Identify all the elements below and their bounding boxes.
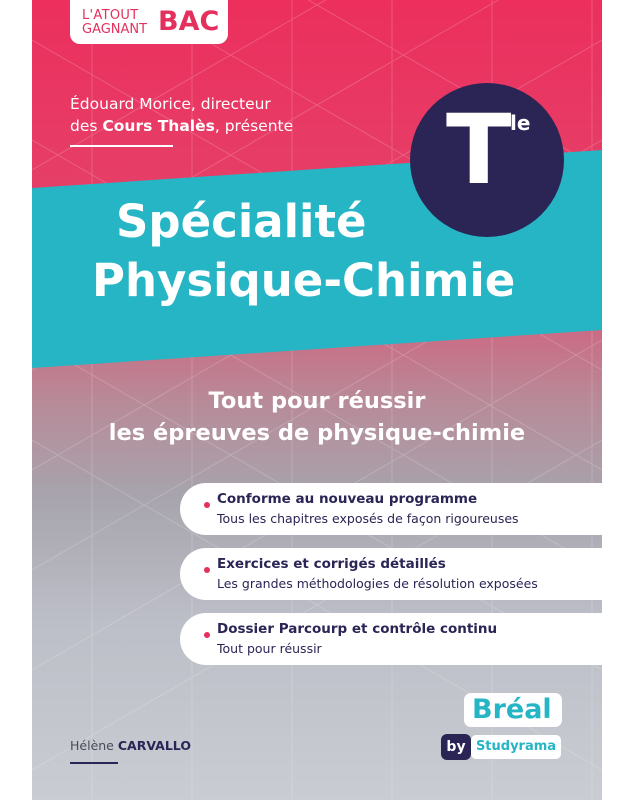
feature-title: Conforme au nouveau programme [217,491,478,507]
brand-line2: GAGNANT [82,22,148,37]
presenter-school: Cours Thalès [102,117,215,135]
feature-title: Dossier Parcourp et contrôle continu [217,621,498,637]
presenter-suffix: , présente [214,117,294,135]
title-line1: Spécialité [116,195,367,248]
publisher-logo: Bréal [472,694,552,725]
subtitle-line1: Tout pour réussir [208,388,426,414]
subtitle [32,385,602,449]
publisher-by: by [441,734,471,760]
feature-item [180,613,602,665]
brand-bac: BAC [158,6,220,37]
author-last: CARVALLO [117,738,191,753]
bullet-icon [204,502,210,508]
level-superscript: le [510,111,531,135]
level-letter: T [446,94,512,206]
partner-logo: Studyrama [471,735,561,759]
presenter-divider [70,145,173,147]
presenter-line1: Édouard Morice, directeur [70,95,271,113]
bullet-icon [204,632,210,638]
presenter-prefix: des [70,117,103,135]
feature-subtitle: Les grandes méthodologies de résolution exposées [217,576,538,591]
author-name [70,738,191,753]
author-first: Hélène [70,738,114,753]
brand-line1: L'ATOUT [82,8,139,23]
author-divider [70,762,118,764]
presenter-line2 [70,115,310,137]
title-line2: Physique-Chimie [92,254,516,307]
book-cover [32,0,602,800]
feature-item [180,548,602,600]
feature-subtitle: Tous les chapitres exposés de façon rigoureuses [217,511,519,526]
feature-item [180,483,602,535]
bullet-icon [204,567,210,573]
feature-title: Exercices et corrigés détaillés [217,556,446,572]
subtitle-line2: les épreuves de physique-chimie [108,420,526,446]
presenter-text [70,93,310,137]
feature-subtitle: Tout pour réussir [217,641,322,656]
brand-logo [70,0,228,44]
